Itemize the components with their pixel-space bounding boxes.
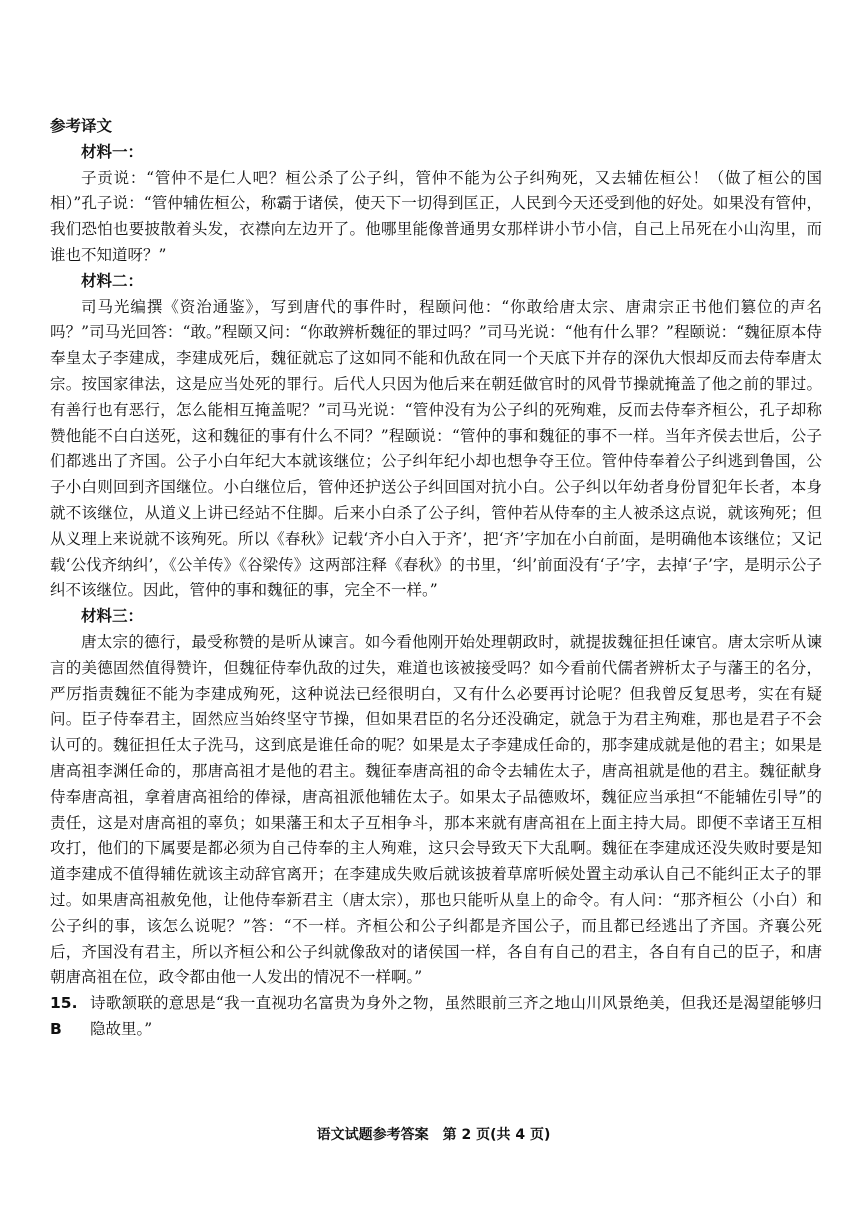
question-15-text: 诗歌颔联的意思是“我一直视功名富贵为身外之物，虽然眼前三齐之地山川风景绝美，但我还是渴望能够归隐故里。” xyxy=(90,994,822,1038)
material-2-label: 材料二： xyxy=(81,271,144,290)
material-3-label: 材料三： xyxy=(81,607,144,626)
section-heading: 参考译文 xyxy=(50,117,113,135)
material-1-paragraph: 子贡说：“管仲不是仁人吧？桓公杀了公子纠，管仲不能为公子纠殉死，又去辅佐桓公！（做了桓公的国相）”孔子说：“管仲辅佐桓公，称霸于诸侯，使天下一切得到匡正，人民到今天还受到他的好处。如果没有管仲，我们恐怕也要披散着头发，衣襟向左边开了。他哪里能像普通男女那样讲小节小信，自己上吊死在小山沟里，而谁也不知道呀？” xyxy=(50,168,822,264)
material-2-paragraph: 司马光编撰《资治通鉴》，写到唐代的事件时，程颐问他：“你敢给唐太宗、唐肃宗正书他们篡位的声名吗？”司马光回答：“敢。”程颐又问：“你敢辨析魏征的罪过吗？”司马光说：“他有什么罪？”程颐说：“魏征原本侍奉皇太子李建成，李建成死后，魏征就忘了这如同不能和仇敌在同一个天底下并存的深仇大恨却反而去侍奉唐太宗。按国家律法，这是应当处死的罪行。后代人只因为他后来在朝廷做官时的风骨节操就掩盖了他之前的罪过。有善行也有恶行，怎么能相互掩盖呢？”司马光说：“管仲没有为公子纠的死殉难，反而去侍奉齐桓公，孔子却称赞他能不白白送死，这和魏征的事有什么不同？”程颐说：“管仲的事和魏征的事不一样。当年齐侯去世后，公子们都逃出了齐国。公子小白年纪大本就该继位；公子纠年纪小却也想争夺王位。管仲侍奉着公子纠逃到鲁国，公子小白则回到齐国继位。小白继位后，管仲还护送公子纠回国对抗小白。公子纠以年幼者身份冒犯年长者，本身就不该继位，从道义上讲已经站不住脚。后来小白杀了公子纠，管仲若从侍奉的主人被杀这点说，就该殉死；但从义理上来说就不该殉死。所以《春秋》记载‘齐小白入于齐’，把‘齐’字加在小白前面，是明确他本该继位；又记载‘公伐齐纳纠’，《公羊传》《谷梁传》这两部注释《春秋》的书里，‘纠’前面没有‘子’字，去掉‘子’字，是明示公子纠不该继位。因此，管仲的事和魏征的事，完全不一样。” xyxy=(50,297,822,600)
material-1-label: 材料一： xyxy=(81,142,144,161)
question-15-number: 15. B xyxy=(50,994,78,1038)
material-3-paragraph: 唐太宗的德行，最受称赞的是听从谏言。如今看他刚开始处理朝政时，就提拔魏征担任谏官。唐太宗听从谏言的美德固然值得赞许，但魏征侍奉仇敌的过失，难道也该被接受吗？如今看前代儒者辨析太子与藩王的名分，严厉指责魏征不能为李建成殉死，这种说法已经很明白，又有什么必要再讨论呢？但我曾反复思考，实在有疑问。臣子侍奉君主，固然应当始终坚守节操，但如果君臣的名分还没确定，就急于为君主殉难，那也是君子不会认可的。魏征担任太子洗马，这到底是谁任命的呢？如果是太子李建成任命的，那李建成就是他的君主；如果是唐高祖李渊任命的，那唐高祖才是他的君主。魏征奉唐高祖的命令去辅佐太子，唐高祖就是他的君主。魏征献身侍奉唐高祖，拿着唐高祖给的俸禄，唐高祖派他辅佐太子。如果太子品德败坏，魏征应当承担“不能辅佐引导”的责任，这是对唐高祖的辜负；如果藩王和太子互相争斗，那本来就有唐高祖在上面主持大局。即便不幸诸王互相攻打，他们的下属要是都必须为自己侍奉的主人殉难，这只会导致天下大乱啊。魏征在李建成还没失败时要是知道李建成不值得辅佐就该主动辞官离开；在李建成失败后就该披着草席听候处置主动承认自己不能纠正太子的罪过。如果唐高祖赦免他，让他侍奉新君主（唐太宗），那也只能听从皇上的命令。有人问：“那齐桓公（小白）和公子纠的事，该怎么说呢？”答：“不一样。齐桓公和公子纠都是齐国公子，而且都已经逃出了齐国。齐襄公死后，齐国没有君主，所以齐桓公和公子纠就像敌对的诸侯国一样，各自有自己的君主，各自有自己的臣子，和唐朝唐高祖在位，政令都由他一人发出的情况不一样啊。” xyxy=(50,632,822,987)
answer-content xyxy=(50,114,822,1043)
question-15-answer xyxy=(50,991,822,1043)
page-footer: 语文试题参考答案 第 2 页(共 4 页) xyxy=(316,1127,551,1143)
